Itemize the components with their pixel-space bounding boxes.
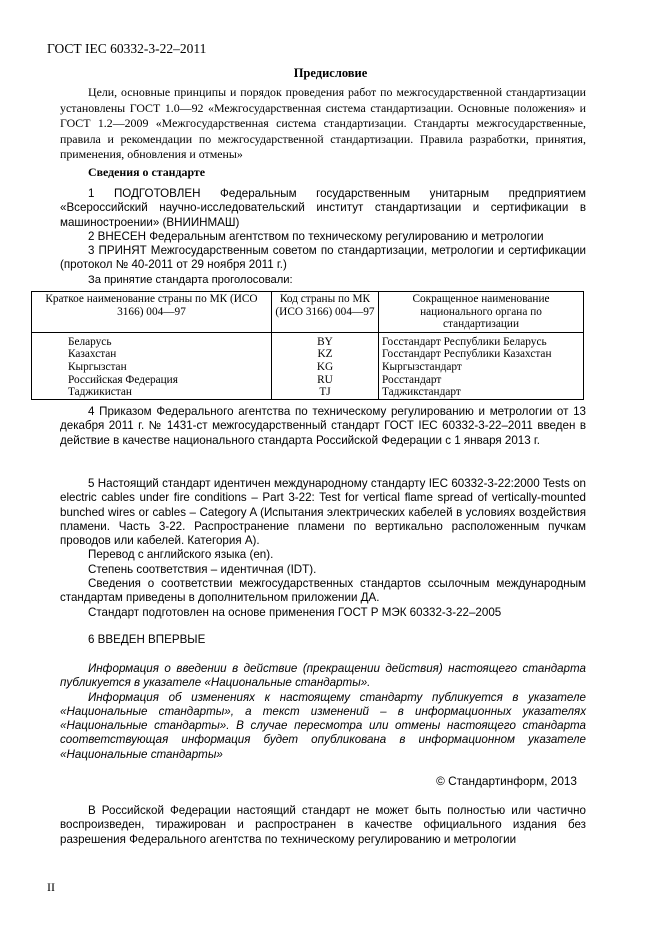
- rights-block: [60, 804, 586, 847]
- code-cell: RU: [272, 374, 379, 387]
- info-paragraph-1: Информация о введении в действие (прекращении действия) настоящего стандарта публикуется в указателе «Национальные стандарты».: [60, 662, 586, 690]
- col-header-code: Код страны по МК (ИСО 3166) 004—97: [272, 292, 379, 333]
- info-block: [60, 662, 586, 762]
- item-3: 3 ПРИНЯТ Межгосударственным советом по стандартизации, метрологии и сертификации (протокол № 40-2011 от 29 ноября 2011 г.): [60, 244, 586, 272]
- table-row: [32, 332, 584, 348]
- code-cell: KZ: [272, 348, 379, 361]
- item-2: 2 ВНЕСЕН Федеральным агентством по техническому регулированию и метрологии: [88, 229, 544, 243]
- table-header-row: [32, 292, 584, 333]
- body-cell: Росстандарт: [379, 374, 584, 387]
- translation-note: Перевод с английского языка (en).: [88, 548, 274, 562]
- item-6-block: [60, 633, 586, 647]
- page-number: II: [47, 880, 55, 894]
- item-4-block: [60, 405, 586, 448]
- about-standard-heading: Сведения о стандарте: [88, 165, 206, 179]
- body-cell: Таджикстандарт: [379, 386, 584, 399]
- body-cell: Госстандарт Республики Казахстан: [379, 348, 584, 361]
- body-cell: Кыргызстандарт: [379, 361, 584, 374]
- col-header-country: Краткое наименование страны по МК (ИСО 3166) 004—97: [32, 292, 272, 333]
- country-cell: Российская Федерация: [32, 374, 272, 387]
- item-6: 6 ВВЕДЕН ВПЕРВЫЕ: [88, 633, 206, 646]
- voted-label: За принятие стандарта проголосовали:: [88, 273, 293, 286]
- foreword-title: Предисловие: [293, 66, 368, 80]
- table-row: [32, 361, 584, 374]
- country-cell: Таджикистан: [32, 386, 272, 399]
- code-cell: KG: [272, 361, 379, 374]
- item-5-block: [60, 477, 586, 620]
- table-row: [32, 374, 584, 387]
- item-4: 4 Приказом Федерального агентства по техническому регулированию и метрологии от 13 декабря 2011 г. № 1431-ст межгосударственный стандарт ГОСТ IEC 60332-3-22–2011 введен в действие в качестве национального стандарта Российской Федерации с 1 января 2013 г.: [60, 405, 586, 447]
- copyright-notice: © Стандартинформ, 2013: [436, 774, 577, 788]
- document-code-header: ГОСТ IEC 60332-3-22–2011: [47, 41, 207, 56]
- about-standard-items: [60, 187, 586, 287]
- code-cell: BY: [272, 332, 379, 348]
- code-cell: TJ: [272, 386, 379, 399]
- col-header-body: Сокращенное наименование национального органа по стандартизации: [379, 292, 584, 333]
- item-5: 5 Настоящий стандарт идентичен международному стандарту IEC 60332-3-22:2000 Tests on electric cables under fire conditions – Part 3-22: Test for vertical flame spread of vertically-mounted bunched wires or cables – Category A (Испытания электрических кабелей в условиях воздействия пламени. Часть 3-22. Распространение пламени по вертикально расположенным пучкам проводов или кабелей. Категория А).: [60, 477, 586, 548]
- states-table: [31, 291, 584, 400]
- table-row: [32, 348, 584, 361]
- info-paragraph-2: Информация об изменениях к настоящему стандарту публикуется в указателе «Национальные стандарты», а текст изменений – в информационных указателях «Национальные стандарты». В случае пересмотра или отмены настоящего стандарта соответствующая информация будет опубликована в информационном указателе «Национальные стандарты»: [60, 690, 586, 761]
- table-row: [32, 386, 584, 399]
- country-cell: Кыргызстан: [32, 361, 272, 374]
- foreword-intro: Цели, основные принципы и порядок проведения работ по межгосударственной стандартизации установлены ГОСТ 1.0—92 «Межгосударственная система стандартизации. Основные положения» и ГОСТ 1.2—2009 «Межгосударственная система стандартизации. Стандарты межгосударственные, правила и рекомендации по межгосударственной стандартизации. Правила разработки, принятия, применения, обновления и отмены»: [60, 85, 586, 162]
- item-1: 1 ПОДГОТОВЛЕН Федеральным государственным унитарным предприятием «Всероссийский научно-исследовательский институт стандартизации и сертификации в машиностроении» (ВНИИНМАШ): [60, 187, 586, 229]
- prepared-on-note: Стандарт подготовлен на основе применения ГОСТ Р МЭК 60332-3-22–2005: [88, 605, 502, 619]
- references-note: Сведения о соответствии межгосударственных стандартов ссылочным международным стандартам приведены в дополнительном приложении ДА.: [60, 577, 586, 605]
- country-cell: Беларусь: [32, 332, 272, 348]
- rights-notice: В Российской Федерации настоящий стандарт не может быть полностью или частично воспроизведен, тиражирован и распространен в качестве официального издания без разрешения Федерального агентства по техническому регулированию и метрологии: [60, 804, 586, 846]
- country-cell: Казахстан: [32, 348, 272, 361]
- body-cell: Госстандарт Республики Беларусь: [379, 332, 584, 348]
- conformity-note: Степень соответствия – идентичная (IDT).: [88, 562, 317, 576]
